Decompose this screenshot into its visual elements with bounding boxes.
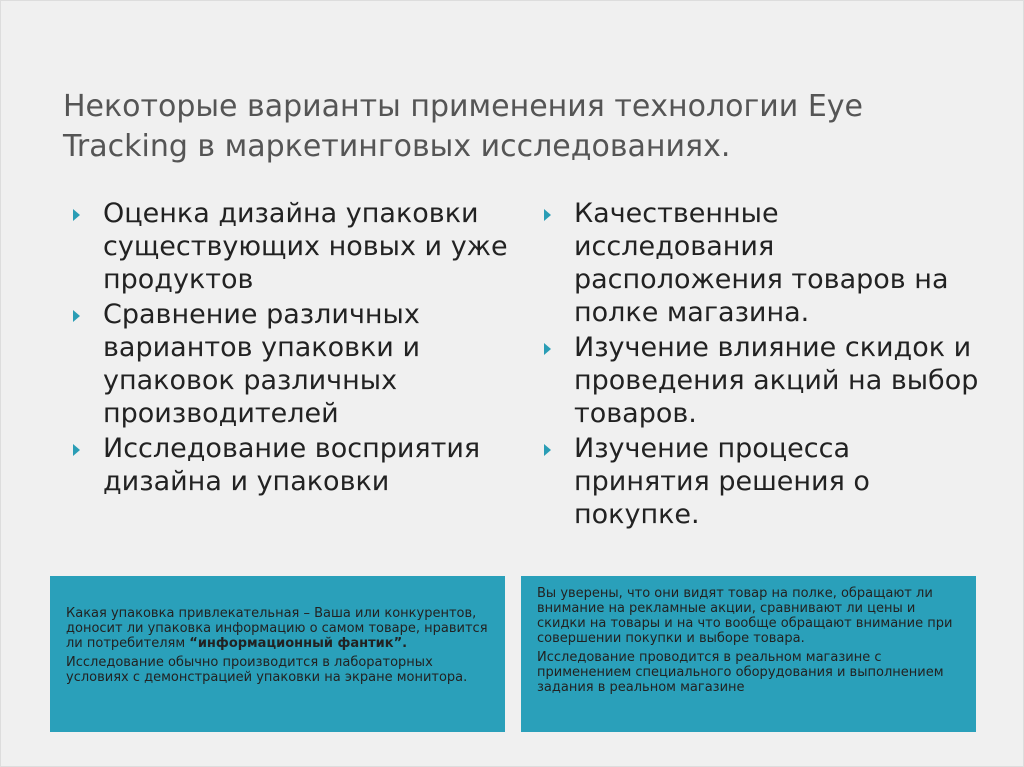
bullet-arrow-icon [73, 209, 80, 221]
box1-bold: “информационный фантик”. [189, 636, 408, 651]
list-item: Сравнение различных вариантов упаковки и упаковок различных производителей [73, 298, 513, 430]
list-item: Изучение процесса принятия решения о покупке. [544, 432, 984, 531]
bullet-arrow-icon [544, 343, 551, 355]
list-item: Оценка дизайна упаковки существующих новых и уже продуктов [73, 197, 513, 296]
list-item: Качественные исследования расположения товаров на полке магазина. [544, 197, 984, 329]
bullet-arrow-icon [73, 310, 80, 322]
right-info-box [521, 576, 976, 732]
box2-text: Вы уверены, что они видят товар на полке, обращают ли внимание на рекламные акции, сравнивают ли цены и скидки на товары и на что вообще обращают внимание при совершении покупки и выборе товара. [537, 586, 953, 646]
bullet-arrow-icon [544, 209, 551, 221]
list-item: Изучение влияние скидок и проведения акций на выбор товаров. [544, 331, 984, 430]
left-info-box [50, 576, 505, 732]
slide-title: Некоторые варианты применения технологии Eye Tracking в маркетинговых исследованиях. [63, 89, 863, 164]
bullet-arrow-icon [544, 444, 551, 456]
bullet-arrow-icon [73, 444, 80, 456]
box2-text2: Исследование проводится в реальном магазине с применением специального оборудования и выполнением задания в реальном магазине [537, 650, 944, 695]
right-column [544, 197, 984, 533]
box1-text: Какая упаковка привлекательная – Ваша или конкурентов, доносит ли упаковка информацию о самом товаре, нравится ли потребителям [66, 606, 488, 651]
box1-text2: Исследование обычно производится в лабораторных условиях с демонстрацией упаковки на экране монитора. [66, 655, 468, 685]
left-column [73, 197, 513, 500]
list-item: Исследование восприятия дизайна и упаковки [73, 432, 513, 498]
